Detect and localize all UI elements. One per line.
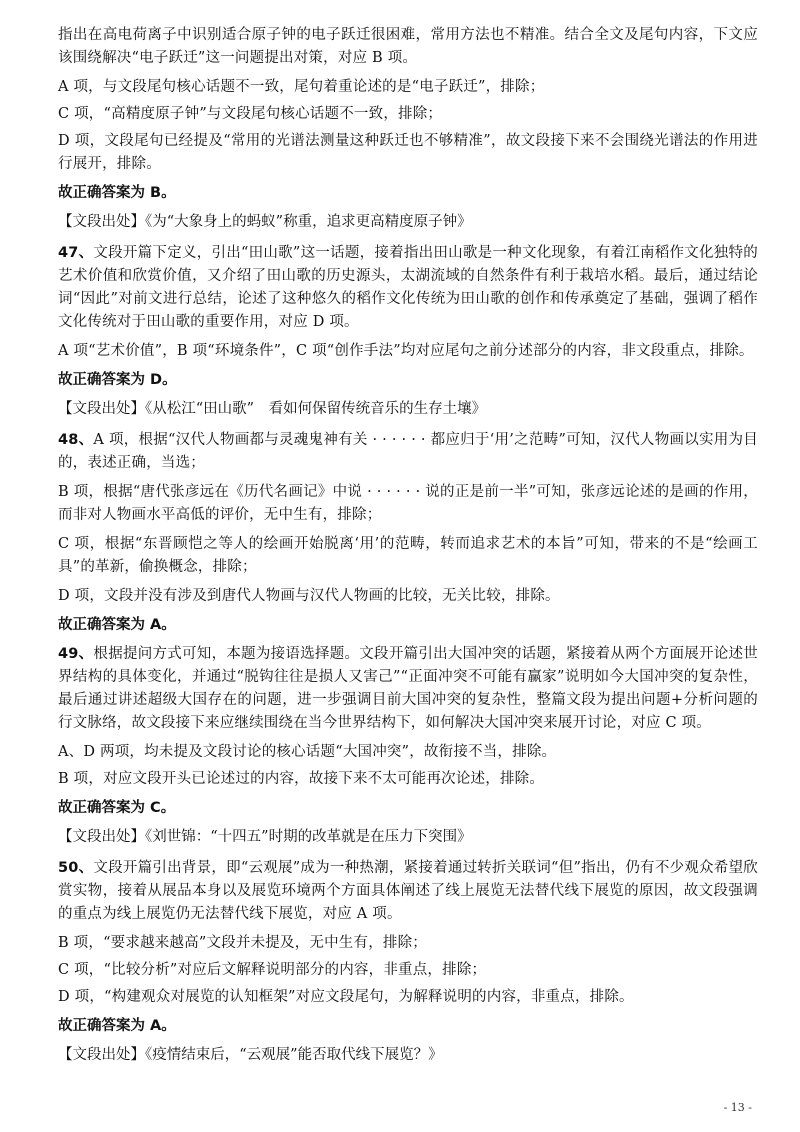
q50-option-d: D 项，“构建观众对展览的认知框架”对应文段尾句，为解释说明的内容，非重点，排除。 xyxy=(58,989,634,1005)
intro-option-c: C 项，“高精度原子钟”与文段尾句核心话题不一致，排除； xyxy=(58,106,443,122)
q48-number: 48、 xyxy=(58,432,94,448)
q47-text: 文段开篇下定义，引出“田山歌”这一话题，接着指出田山歌是一种文化现象，有着江南稻作文化独特的艺术价值和欣赏价值，又介绍了田山歌的历史源头，太湖流域的自然条件有利于栽培水稻。最后，通过结论词“因此”对前文进行总结，论述了这种悠久的稻作文化传统为田山歌的创作和传承奠定了基础，强调了稻作文化传统对于田山歌的重要作用，对应 D 项。 xyxy=(58,245,759,330)
q49-answer: 故正确答案为 C。 xyxy=(58,800,176,816)
q48-answer: 故正确答案为 A。 xyxy=(58,617,176,633)
q47-options: A 项“艺术价值”，B 项“环境条件”，C 项“创作手法”均对应尾句之前分述部分的内容，非文段重点，排除。 xyxy=(58,343,754,359)
intro-answer: 故正确答案为 B。 xyxy=(58,185,176,201)
q48-option-a xyxy=(58,429,758,475)
q50-number: 50、 xyxy=(58,860,94,876)
q50-source: 【文段出处】《疫情结束后，“云观展”能否取代线下展览？》 xyxy=(58,1047,443,1063)
q50-analysis xyxy=(58,857,758,926)
q49-text: 根据提问方式可知，本题为接语选择题。文段开篇引出大国冲突的话题，紧接着从两个方面展开论述世界结构的具体变化，并通过“脱钩往往是损人又害己”“正面冲突不可能有赢家”说明如今大国冲突的复杂性，最后通过讲述超级大国存在的问题，进一步强调目前大国冲突的复杂性，整篇文段为提出问题+分析问题的行文脉络，故文段接下来应继续围绕在当今世界结构下，如何解决大国冲突来展开讨论，对应 C 项。 xyxy=(58,646,758,731)
q50-option-b: B 项，“要求越来越高”文段并未提及，无中生有，排除； xyxy=(58,935,427,951)
q48-option-b: B 项，根据“唐代张彦远在《历代名画记》中说 · · · · · · 说的正是前一半”可知，张彦远论述的是画的作用，而非对人物画水平高低的评价，无中生有，排除； xyxy=(58,484,758,523)
q50-answer: 故正确答案为 A。 xyxy=(58,1018,176,1034)
intro-option-d: D 项，文段尾句已经提及“常用的光谱法测量这种跃迁也不够精准”，故文段接下来不会围绕光谱法的作用进行展开，排除。 xyxy=(58,133,758,172)
q49-source: 【文段出处】《刘世锦：“十四五”时期的改革就是在压力下突围》 xyxy=(58,829,472,845)
q47-source: 【文段出处】《从松江“田山歌” 看如何保留传统音乐的生存土壤》 xyxy=(58,401,487,417)
q49-option-b: B 项，对应文段开头已论述过的内容，故接下来不太可能再次论述，排除。 xyxy=(58,771,545,787)
q49-number: 49、 xyxy=(58,646,94,662)
page-number: - 13 - xyxy=(723,1101,752,1114)
q50-text: 文段开篇引出背景，即“云观展”成为一种热潮，紧接着通过转折关联词“但”指出，仍有不少观众希望欣赏实物，接着从展品本身以及展览环境两个方面具体阐述了线上展览无法替代线下展览的原因，故文段强调的重点为线上展览仍无法替代线下展览，对应 A 项。 xyxy=(58,860,758,922)
q50-option-c: C 项，“比较分析”对应后文解释说明部分的内容，非重点，排除； xyxy=(58,962,487,978)
intro-option-a: A 项，与文段尾句核心话题不一致，尾句着重论述的是“电子跃迁”，排除； xyxy=(58,79,545,95)
document-page xyxy=(58,24,758,1075)
q47-answer: 故正确答案为 D。 xyxy=(58,372,177,388)
q47-number: 47、 xyxy=(58,245,94,261)
q47-analysis xyxy=(58,242,758,334)
intro-analysis: 指出在高电荷离子中识别适合原子钟的电子跃迁很困难，常用方法也不精准。结合全文及尾句内容，下文应该围绕解决“电子跃迁”这一问题提出对策，对应 B 项。 xyxy=(58,27,758,66)
q49-analysis xyxy=(58,643,758,735)
q48-text: A 项，根据“汉代人物画都与灵魂鬼神有关 · · · · · · 都应归于‘用’之范畴”可知，汉代人物画以实用为目的，表述正确，当选； xyxy=(58,432,758,471)
q48-option-d: D 项，文段并没有涉及到唐代人物画与汉代人物画的比较，无关比较，排除。 xyxy=(58,588,560,604)
intro-source: 【文段出处】《为“大象身上的蚂蚁”称重，追求更高精度原子钟》 xyxy=(58,214,472,230)
q49-option-ad: A、D 两项，均未提及文段讨论的核心话题“大国冲突”，故衔接不当，排除。 xyxy=(58,744,557,760)
q48-option-c: C 项，根据“东晋顾恺之等人的绘画开始脱离‘用’的范畴，转而追求艺术的本旨”可知，带来的不是“绘画工具”的革新，偷换概念，排除； xyxy=(58,536,758,575)
